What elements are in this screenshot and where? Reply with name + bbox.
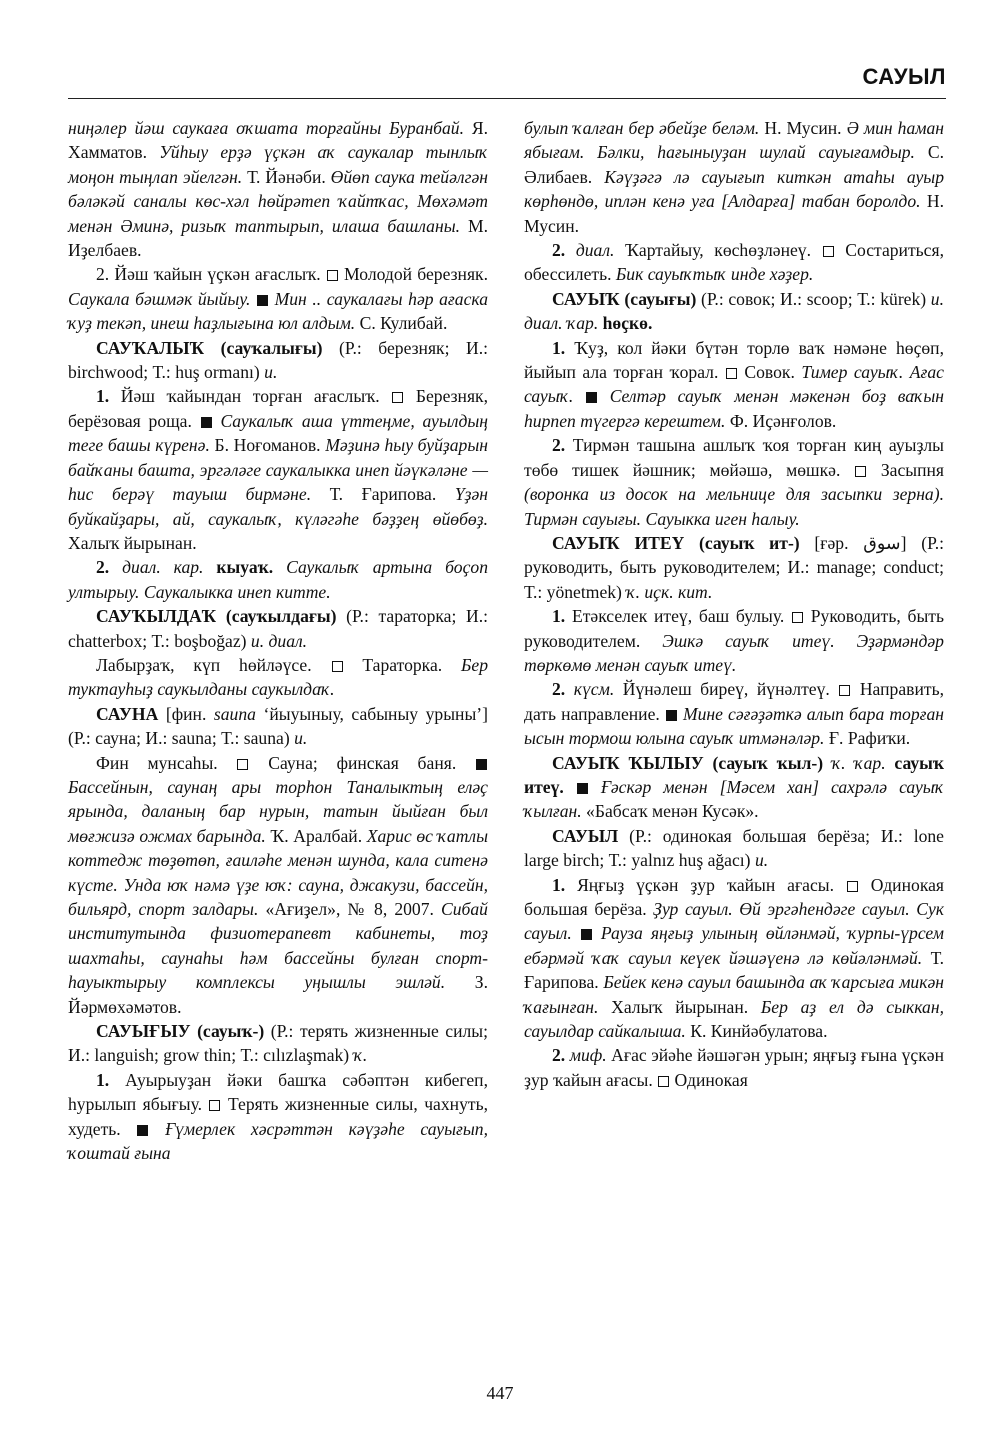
definition-text xyxy=(593,923,601,943)
example-text: и. диал. xyxy=(250,630,308,651)
definition-text: Фин мунсаһы. xyxy=(96,752,237,773)
definition-text xyxy=(109,557,122,577)
dictionary-paragraph xyxy=(524,1043,944,1092)
definition-text: [ғәр. سوق] (Р.: руководить, быть руководителем; И.: manage; conduct; Т.: yönetmek) xyxy=(524,532,944,602)
filled-square-icon xyxy=(577,783,588,794)
example-text: Үҙән буйкайҙары, ай, саукалыҡ, күләгәһе бәҙҙең өйөбөҙ. xyxy=(68,484,488,529)
definition-text: Ғ. Рафиҡи. xyxy=(824,728,911,749)
dictionary-paragraph xyxy=(68,653,488,702)
example-text: и. xyxy=(754,850,769,871)
headword-text: 1. xyxy=(96,1069,110,1090)
headword-text: 1. xyxy=(552,606,566,627)
empty-square-icon xyxy=(847,881,858,892)
example-text: Уйһыу ерҙә үҫкән аҡ саукалар тынлыҡ моңон тыңлап эйелгән. xyxy=(68,142,488,187)
example-text: Саукала бәшмәк йыйыу. xyxy=(68,288,251,309)
example-text: Мине сәғәҙәткә алып бара торған ысын тормош юлына сауыҡ итмәнәләр. xyxy=(524,703,945,749)
filled-square-icon xyxy=(476,759,487,770)
example-text: (воронка из досок на мельнице для засыпки зерна). Тирмән сауығы. Сауыкка иген һалыу. xyxy=(524,484,944,529)
headword-text: 2. xyxy=(96,557,110,578)
definition-text: Терять жизненные силы, чахнуть, худеть. xyxy=(68,1094,488,1139)
example-text: Селтәр сауыҡ менән мәкенән боҙ ваҡын һирпеп түгергә керештем. xyxy=(524,386,944,431)
headword-text: САУЫЛ xyxy=(552,825,619,846)
headword-text: 2. xyxy=(552,1045,566,1066)
definition-text xyxy=(598,386,610,406)
headword-text: САУЫҠ ҠЫЛЫУ (сауыҡ ҡыл-) xyxy=(552,752,824,773)
empty-square-icon xyxy=(839,685,850,696)
definition-text: Ҡ. Аралбай. xyxy=(265,825,367,846)
filled-square-icon xyxy=(257,295,268,306)
definition-text: Халыҡ йырынан. xyxy=(68,532,197,553)
filled-square-icon xyxy=(137,1125,148,1136)
definition-text: Халыҡ йырынан. xyxy=(598,996,761,1017)
definition-text xyxy=(573,386,585,406)
example-text: ҡ. ҡар. xyxy=(831,752,886,773)
definition-text: [фин. xyxy=(158,703,214,724)
dictionary-paragraph xyxy=(524,433,944,531)
headword-text: САУҠЫЛДАҠ (сауҡылдағы) xyxy=(96,606,337,627)
example-text: Ғүмерлек хәсрәттән кәүҙәһе сауығып, ҡоштай ғына xyxy=(68,1118,489,1164)
headword-text: САУНА xyxy=(96,703,159,724)
definition-text: Йәш ҡайындан торған ағаслыҡ. xyxy=(109,386,392,407)
definition-text: Молодой березняк. xyxy=(338,264,488,285)
definition-text: З. Йәрмөхәмәтов. xyxy=(68,972,488,1017)
dictionary-paragraph xyxy=(68,116,488,262)
definition-text: «Ағиҙел», № 8, 2007. xyxy=(258,899,441,919)
definition-text xyxy=(273,557,286,577)
page-number: 447 xyxy=(486,1383,514,1403)
example-text: и. xyxy=(264,362,278,383)
dictionary-paragraph xyxy=(524,116,944,238)
example-text: Ғәскәр менән [Мәсем хан] сахрәлә сауыҡ ҡылған. xyxy=(524,776,944,822)
definition-text: Т. Йәнәби. xyxy=(242,166,331,187)
definition-text xyxy=(572,923,580,943)
empty-square-icon xyxy=(237,759,248,770)
example-text: Өйөп саука тейәлгән бәләкәй саналы көс-хәл һөйрәтеп ҡайтҡас, Мөхәмәт менән Әминә, ризыҡ таптырып, илаша башланы. xyxy=(68,166,488,236)
definition-text: (Р.: терять жизненные силы; И.: languish; grow thin; Т.: cılızlaşmak) xyxy=(68,1021,488,1066)
dictionary-paragraph xyxy=(68,262,488,335)
example-text: Ә мин һаман ябығам. Бәлки, һағыныуҙан шулай сауығамдыр. xyxy=(524,118,945,163)
definition-text: (Р.: тараторка; И.: chatterbox; Т.: boşboğaz) xyxy=(68,606,489,651)
empty-square-icon xyxy=(726,368,737,379)
definition-text: ‘йыуыныу, сабыныу урыны’] (Р.: сауна; И.: sauna; Т.: sauna) xyxy=(68,703,488,749)
example-text: булып ҡалған бер әбейҙе беләм. xyxy=(524,118,760,138)
dictionary-paragraph xyxy=(68,604,488,653)
dictionary-paragraph xyxy=(524,238,944,287)
definition-text: Я. Хамматов. xyxy=(68,118,488,163)
dictionary-paragraph xyxy=(68,751,488,1019)
headword-text: САУЫҠ ИТЕҮ (сауыҡ ит-) xyxy=(552,532,800,553)
empty-square-icon xyxy=(392,392,403,403)
example-text: ҡ. xyxy=(353,1045,368,1066)
definition-text: С. Әлибаев. xyxy=(524,142,944,187)
example-text: Бер аҙ ел дә сыккан, сауылдар сайкалыша. xyxy=(524,996,944,1042)
definition-text: Одинокая xyxy=(670,1069,748,1090)
headword-text: 2. xyxy=(552,435,566,456)
headword-text: САУЫҠ (сауығы) xyxy=(552,288,697,309)
definition-text xyxy=(250,289,256,309)
definition-text: Лабырҙаҡ, күп һөйләүсе. xyxy=(96,654,331,675)
definition-text: С. Кулибай. xyxy=(355,313,448,334)
example-text: Мәҙинә һыу буйҙарын байҡаны башта, эргәләге саукалыкка инеп йәүкәләне — һис берәү тауыш бирмәне. xyxy=(68,435,488,505)
definition-text xyxy=(149,1119,165,1139)
definition-text: Т. Ғарипова. xyxy=(524,947,944,993)
definition-text: Н. Мусин. xyxy=(524,191,944,236)
definition-text: (Р.: совок; И.: scoop; Т.: kürek) xyxy=(696,288,931,309)
definition-text xyxy=(823,753,832,773)
definition-text: (Р.: березняк; И.: birchwood; Т.: huş ormanı) xyxy=(68,337,488,383)
definition-text xyxy=(203,557,216,577)
definition-text: Т. Ғарипова. xyxy=(311,484,455,505)
page-header xyxy=(68,58,946,99)
definition-text: Н. Мусин. xyxy=(759,118,847,138)
example-text: Бейек кенә сауыл башында аҡ ҡарсыға микән ҡағынған. xyxy=(524,972,944,1017)
headword-text: САУЫҒЫУ (сауыҡ-) xyxy=(96,1021,265,1042)
headword-text: 1. xyxy=(96,386,110,407)
definition-text: Ҡуҙ, кол йәки бүтән торлө ваҡ нәмәне һөҫөп, йыйып ала торған ҡорал. xyxy=(524,337,944,383)
filled-square-icon xyxy=(666,710,677,721)
example-text: Харис өс ҡатлы коттедж төҙөтөп, ғаиләһе менән шунда, кала ситенә күсте. Унда юҡ нәмә үҙе юҡ: сауна, джакузи, бассейн, бильярд, спорт залдары. xyxy=(68,825,488,919)
dictionary-paragraph xyxy=(68,336,488,385)
empty-square-icon xyxy=(792,612,803,623)
definition-text: Тирмән ташына ашлыҡ ҡоя торған киң ауыҙлы төбө тишек йәшник; мөйәшә, мөшкә. xyxy=(524,435,944,480)
right-column xyxy=(524,116,944,1092)
example-text: Ҙур сауыл. Өй эргәһендәге сауыл. Сук сауыл. xyxy=(524,899,944,944)
example-text: Бер туктауһыҙ саукылданы саукылдаҡ. xyxy=(68,654,488,700)
example-text: диал. кар. xyxy=(122,557,204,578)
headword-text: 2. xyxy=(552,679,566,700)
dictionary-paragraph xyxy=(524,531,944,604)
dictionary-paragraph xyxy=(524,604,944,677)
example-text: Саукалыҡ артына боҫоп ултырыу. Саукалыкка инеп китте. xyxy=(68,557,488,602)
definition-text: Ағас эйәһе йәшәгән урын; яңғыҙ ғына үҫкән ҙур ҡайын ағасы. xyxy=(524,1045,944,1090)
example-text: күсм. xyxy=(573,679,615,700)
running-head: САУЫЛ xyxy=(862,64,946,89)
headword-text: һөҫкө. xyxy=(602,313,653,334)
headword-text: 1. xyxy=(552,337,566,358)
example-text: sauna xyxy=(213,703,256,724)
filled-square-icon xyxy=(201,417,212,428)
definition-text: Засыпня xyxy=(867,459,945,480)
dictionary-paragraph xyxy=(68,702,488,751)
definition-text: Направить, дать направление. xyxy=(524,679,944,724)
headword-text: кыуаҡ. xyxy=(216,557,274,578)
headword-text: САУҠАЛЫҠ (сауҡалығы) xyxy=(96,337,323,358)
example-text: и. диал. ҡар. xyxy=(524,288,944,334)
dictionary-paragraph xyxy=(524,677,944,750)
example-text: Тимер сауыҡ. Ағас сауыҡ. xyxy=(524,362,944,407)
definition-text: Березняк, берёзовая роща. xyxy=(68,386,488,431)
example-text: Эшкә сауыҡ итеү. Эҙәрмәндәр төркөмө менән сауыҡ итеү. xyxy=(524,630,944,675)
definition-text: Ф. Иҫәнғолов. xyxy=(725,410,837,431)
definition-text: Йүнәлеш биреү, йүнәлтеү. xyxy=(614,679,839,700)
definition-text: Совок. xyxy=(737,362,802,383)
example-text: диал. xyxy=(575,240,615,261)
headword-text: сауыҡ итеү. xyxy=(524,752,944,797)
empty-square-icon xyxy=(658,1076,669,1087)
headword-text: 2. xyxy=(552,240,566,261)
definition-text: Одинокая большая берёза. xyxy=(524,874,944,919)
dictionary-paragraph xyxy=(68,555,488,604)
empty-square-icon xyxy=(327,270,338,281)
example-text: и. xyxy=(294,728,308,749)
example-text: Саукалыҡ аша үттеңме, ауылдың теге башы күренә. xyxy=(68,410,488,456)
definition-text xyxy=(565,240,576,260)
example-text: Бассейнын, саунаң ары торһон Таналыктың еләҫ ярында, даланың бар нурын, татын йыйған был мөғжизә ожмах барында. xyxy=(68,776,488,846)
dictionary-paragraph xyxy=(68,384,488,555)
definition-text: (Р.: одинокая большая берёза; И.: lone large birch; Т.: yalnız huş ağacı) xyxy=(524,825,944,871)
definition-text: «Бабсаҡ менән Кусәк». xyxy=(581,801,759,822)
example-text: миф. xyxy=(569,1045,607,1066)
dictionary-paragraph xyxy=(524,287,944,336)
empty-square-icon xyxy=(209,1100,220,1111)
dictionary-paragraph xyxy=(524,751,944,824)
example-text: Кәүҙәгә лә сауығып киткән атаһы ауыр көрһөндө, иплән кенә уға [Алдарға] табан боролдо. xyxy=(524,166,945,212)
definition-text: 2. Йәш ҡайын үҫкән ағаслыҡ. xyxy=(96,264,326,285)
example-text: ниңәлер йәш саукаға оҡшата торғайны Буранбай. xyxy=(68,118,465,138)
definition-text xyxy=(564,777,576,797)
definition-text: Етәкселек итеү, баш булыу. xyxy=(565,606,792,627)
dictionary-paragraph xyxy=(68,1068,488,1166)
definition-text: Тараторка. xyxy=(343,654,462,675)
definition-text: Ҡартайыу, көсһөҙләнеү. xyxy=(614,240,822,261)
dictionary-paragraph xyxy=(68,1019,488,1068)
empty-square-icon xyxy=(823,246,834,257)
left-column xyxy=(68,116,488,1165)
definition-text: Б. Ноғоманов. xyxy=(209,435,326,456)
empty-square-icon xyxy=(855,466,866,477)
definition-text xyxy=(589,777,601,797)
example-text: Сибай институтында физиотерапевт кабинеты, тоҙ шахтаһы, саунаһы һәм бассейны булған спорт-һауыктырыу комплексы уңышлы эшләй. xyxy=(68,899,488,993)
headword-text: 1. xyxy=(552,874,566,895)
filled-square-icon xyxy=(586,392,597,403)
definition-text: Состариться, обессилеть. xyxy=(524,240,944,285)
example-text: Бик сауыҡтыҡ инде хәҙер. xyxy=(615,264,814,285)
empty-square-icon xyxy=(332,661,343,672)
definition-text: Яңғыҙ үҫкән ҙур ҡайын ағасы. xyxy=(565,874,846,895)
definition-text: Сауна; финская баня. xyxy=(249,752,475,773)
filled-square-icon xyxy=(581,929,592,940)
definition-text xyxy=(565,679,574,699)
example-text: ҡ. иҫк. кит. xyxy=(626,581,713,602)
dictionary-paragraph xyxy=(524,336,944,434)
dictionary-paragraph xyxy=(524,824,944,873)
example-text: Рауза яңғыҙ улының өйләнмәй, ҡурпы-үрсем ебәрмәй ҡаҡ сауыл кеүек йәшәүенә лә көйәләнмәй. xyxy=(524,923,944,968)
example-text: Мин .. саукалағы һәр ағаска ҡуҙ текәп, инеш һаҙлығына юл алдым. xyxy=(68,288,488,334)
definition-text: Руководить, быть руководителем. xyxy=(524,606,944,651)
definition-text: М. Иҙелбаев. xyxy=(68,215,488,261)
dictionary-paragraph xyxy=(524,873,944,1044)
definition-text: Ауырыуҙан йәки башҡа сәбәптән кибегеп, һурылып ябығыу. xyxy=(68,1069,488,1115)
definition-text: К. Кинйәбулатова. xyxy=(685,1021,828,1042)
